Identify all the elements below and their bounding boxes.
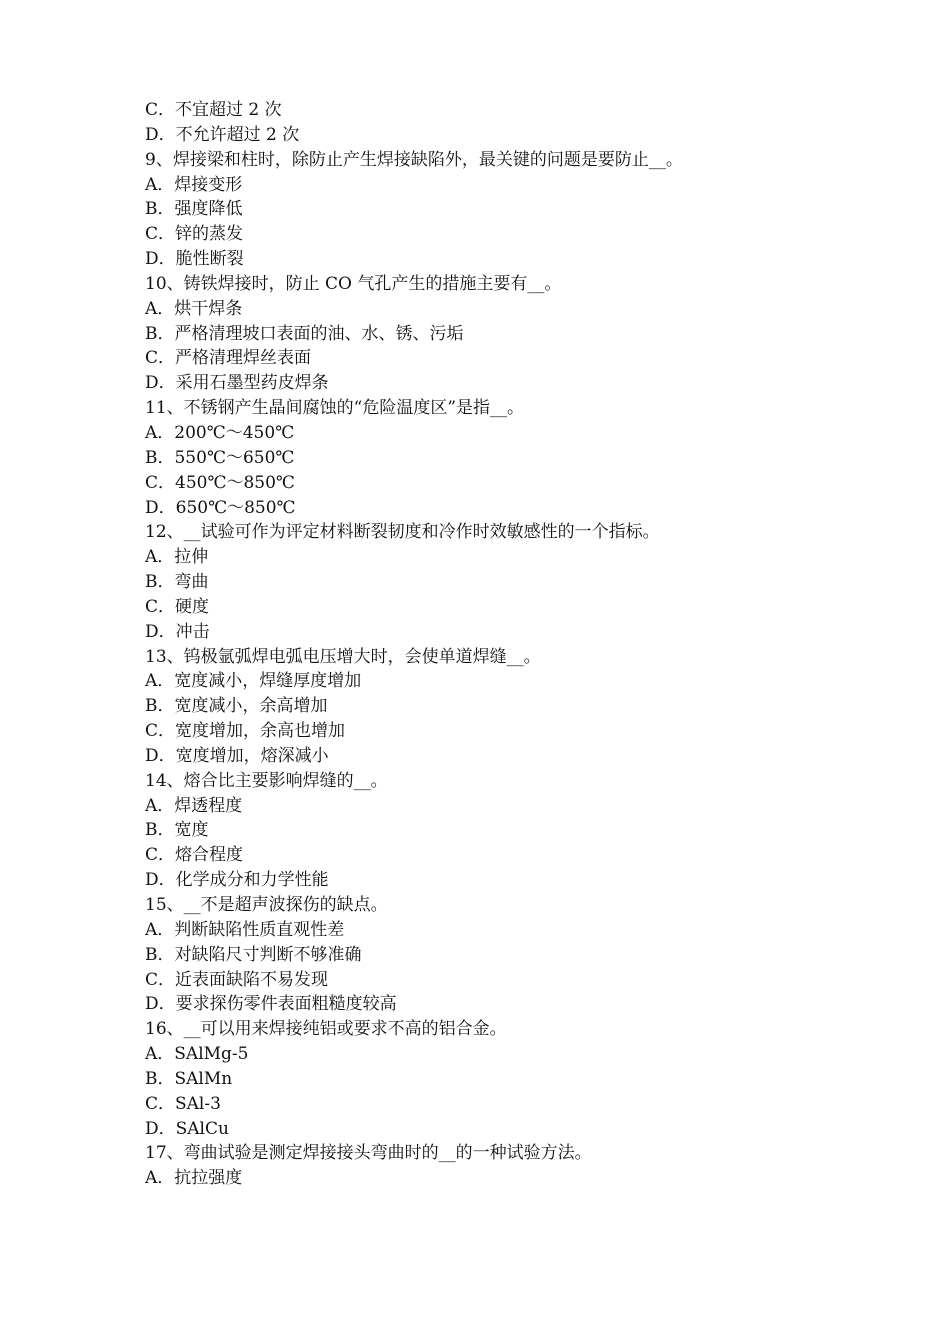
option-d: D．不允许超过 2 次	[145, 124, 300, 145]
question-15: 15、__不是超声波探伤的缺点。	[145, 895, 388, 915]
option-d: D．要求探伤零件表面粗糙度较高	[145, 994, 397, 1015]
option-b: B．SAlMn	[145, 1068, 233, 1089]
option-c: C．不宜超过 2 次	[145, 100, 282, 120]
option-b: B．宽度	[145, 820, 209, 841]
option-c: C．450℃～850℃	[145, 472, 295, 493]
option-c: C．宽度增加，余高也增加	[145, 721, 346, 742]
option-a: A．抗拉强度	[145, 1168, 243, 1189]
question-13: 13、钨极氩弧焊电弧电压增大时，会使单道焊缝__。	[145, 646, 541, 667]
document-page	[145, 98, 865, 1191]
option-b: B．对缺陷尺寸判断不够准确	[145, 944, 362, 965]
option-a: A．200℃～450℃	[145, 422, 295, 443]
option-a: A．宽度减小，焊缝厚度增加	[145, 671, 362, 692]
question-17: 17、弯曲试验是测定焊接接头弯曲时的__的一种试验方法。	[145, 1143, 592, 1164]
question-9: 9、焊接梁和柱时，除防止产生焊接缺陷外，最关键的问题是要防止__。	[145, 149, 683, 170]
option-d: D．650℃～850℃	[145, 497, 296, 518]
option-a: A．烘干焊条	[145, 298, 243, 319]
option-c: C．熔合程度	[145, 845, 244, 866]
option-d: D．化学成分和力学性能	[145, 870, 329, 891]
option-c: C．近表面缺陷不易发现	[145, 969, 329, 990]
question-12: 12、__试验可作为评定材料断裂韧度和冷作时效敏感性的一个指标。	[145, 522, 660, 543]
option-d: D．宽度增加，熔深减小	[145, 745, 329, 766]
question-11: 11、不锈钢产生晶间腐蚀的“危险温度区”是指__。	[145, 398, 525, 419]
option-c: C．硬度	[145, 596, 210, 617]
option-a: A．SAlMg-5	[145, 1044, 249, 1065]
option-b: B．严格清理坡口表面的油、水、锈、污垢	[145, 323, 464, 344]
option-a: A．拉伸	[145, 547, 209, 568]
option-b: B．弯曲	[145, 572, 209, 593]
option-d: D．脆性断裂	[145, 249, 244, 270]
option-d: D．采用石墨型药皮焊条	[145, 373, 329, 394]
option-c: C．SAl-3	[145, 1093, 221, 1114]
question-10: 10、铸铁焊接时，防止 CO 气孔产生的措施主要有__。	[145, 273, 562, 294]
option-b: B．宽度减小，余高增加	[145, 696, 328, 717]
question-16: 16、__可以用来焊接纯铝或要求不高的铝合金。	[145, 1019, 507, 1040]
option-c: C．严格清理焊丝表面	[145, 348, 312, 369]
option-d: D．冲击	[145, 621, 210, 642]
option-d: D．SAlCu	[145, 1118, 229, 1139]
option-b: B．550℃～650℃	[145, 447, 295, 468]
option-a: A．判断缺陷性质直观性差	[145, 919, 345, 940]
question-14: 14、熔合比主要影响焊缝的__。	[145, 770, 388, 791]
option-a: A．焊透程度	[145, 795, 243, 816]
option-c: C．锌的蒸发	[145, 224, 244, 245]
option-a: A．焊接变形	[145, 174, 243, 195]
option-b: B．强度降低	[145, 199, 243, 220]
